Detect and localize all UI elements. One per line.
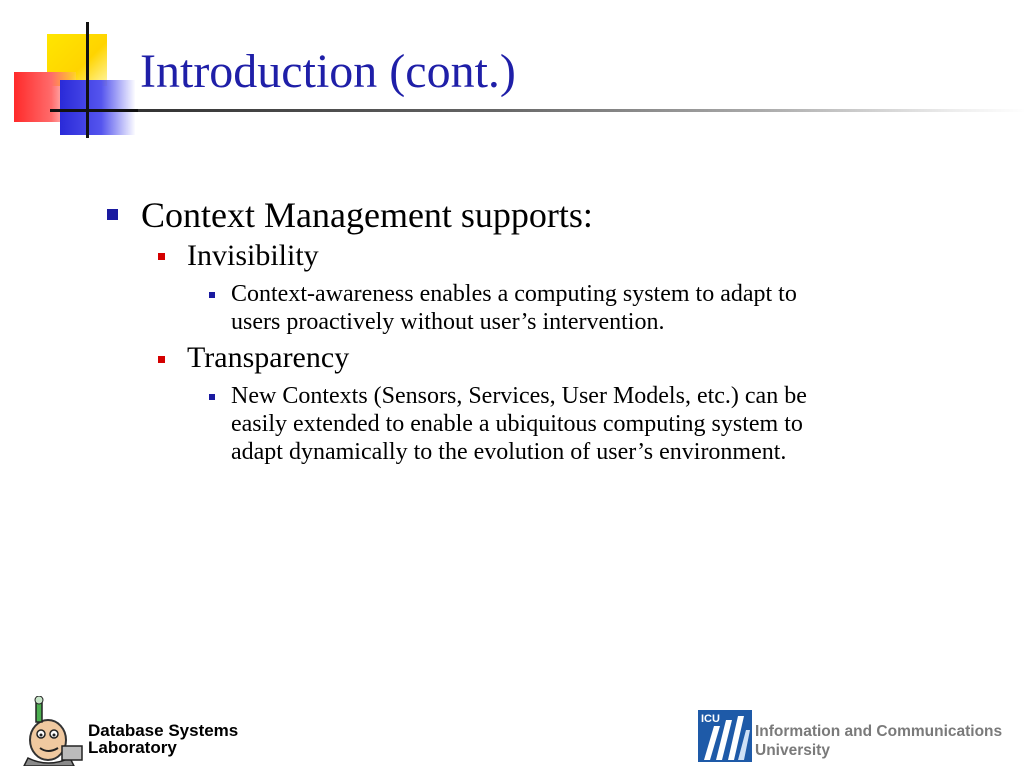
slide-title: Introduction (cont.) xyxy=(140,45,516,98)
main-bullet-text: Context Management supports: xyxy=(141,195,593,235)
lab-name-line: Database Systems xyxy=(88,721,239,740)
invisibility-heading: Invisibility xyxy=(187,239,319,272)
icu-logo-icon xyxy=(698,710,752,762)
transparency-detail-line: adapt dynamically to the evolution of user’s environment. xyxy=(231,439,787,465)
vertical-line xyxy=(86,22,89,138)
level2-bullet-icon xyxy=(158,356,165,363)
transparency-detail-line: easily extended to enable a ubiquitous computing system to xyxy=(231,411,803,437)
level2-bullet-icon xyxy=(158,253,165,260)
corner-decoration xyxy=(0,0,140,140)
level3-bullet-icon xyxy=(209,394,215,400)
transparency-heading: Transparency xyxy=(187,341,350,374)
level3-bullet-icon xyxy=(209,292,215,298)
university-footer xyxy=(698,710,1024,764)
university-name xyxy=(755,722,1002,760)
lab-name-line: Laboratory xyxy=(88,738,177,757)
logo-letters: ICU xyxy=(701,713,720,725)
transparency-detail-line: New Contexts (Sensors, Services, User Models, etc.) can be xyxy=(231,383,807,409)
level1-bullet-icon xyxy=(107,209,118,220)
transparency-detail xyxy=(231,382,931,466)
university-name-line: Information and Communications xyxy=(755,723,1003,740)
lab-footer xyxy=(18,696,278,766)
invisibility-detail-line: Context-awareness enables a computing system to adapt to xyxy=(231,281,797,307)
mascot-icon xyxy=(18,696,86,766)
university-name-line: University xyxy=(755,742,830,759)
blue-square xyxy=(60,80,135,135)
invisibility-detail-line: users proactively without user’s intervention. xyxy=(231,309,665,335)
title-underline xyxy=(138,109,1024,112)
lab-name xyxy=(88,722,238,756)
invisibility-detail xyxy=(231,280,931,336)
